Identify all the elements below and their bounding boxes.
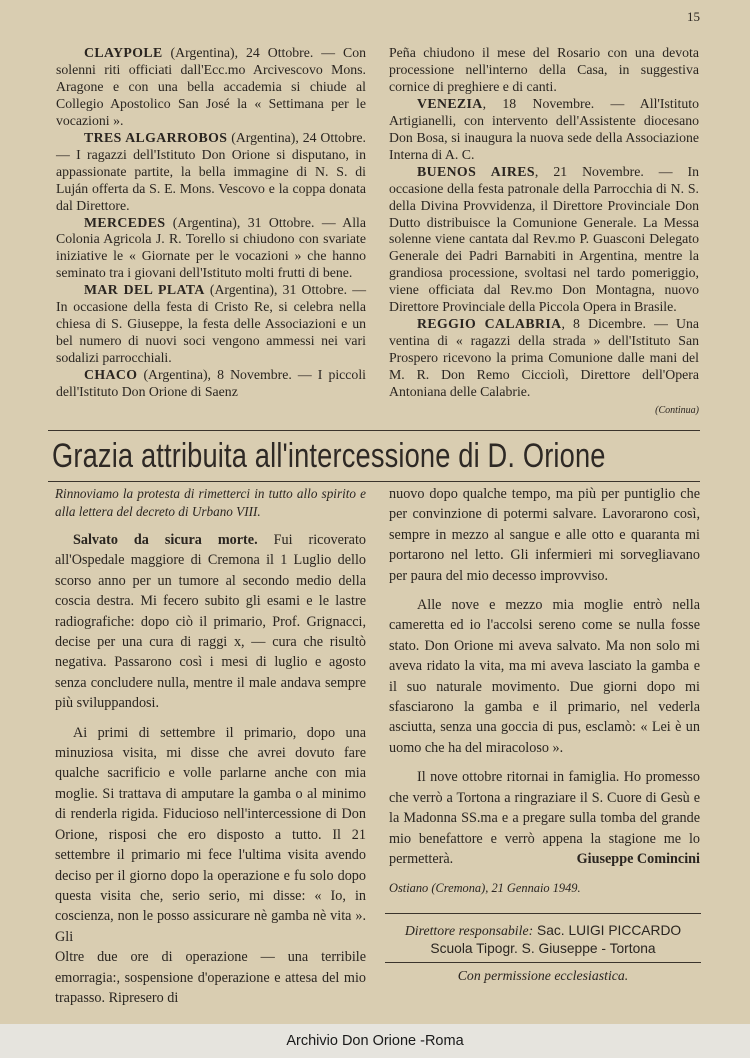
- article-text: Il nove ottobre ritornai in famiglia. Ho promesso che verrò a Tortona a ringraziare il S. Cuore di Gesù e la Madonna SS.ma e a pregare sulla tomba del grande mio benefattore e verrò appena la stagione me lo permetterà.: [389, 769, 700, 867]
- divider-rule-top: [48, 430, 700, 431]
- news-item: [56, 45, 366, 130]
- news-place: TRES ALGARROBOS: [84, 129, 228, 145]
- article-paragraph: [389, 767, 700, 869]
- news-text: , 8 Dicembre. — Una ventina di « ragazzi della strada » dell'Istituto San Prospero ricevono la prima Comunione dalle mani del M. R. Don Remo Cicciolì, Direttore dell'Opera Antoniana delle Calabrie.: [389, 316, 699, 400]
- article-text: Fui ricoverato all'Ospedale maggiore di Cremona il 1 Luglio dello scorso anno per un tumore al secondo medio della coscia destra. Mi fecero subito gli esami e le lastre radiografiche: dopo ciò il primario, Prof. Grignacci, decise per una cura di raggi x, — cura che risultò negativa. Passarono così i mesi di luglio e agosto senza concludere nulla, mentre il male andava sempre più sviluppandosi.: [55, 532, 366, 712]
- news-item: [389, 164, 699, 317]
- news-item: [56, 282, 366, 367]
- news-text: (Argentina), 24 Ottobre. — Con solenni riti officiati dall'Ecc.mo Arcivescovo Mons. Aragone e con una bella accademia si chiude al Collegio Apostolico San José la « Settimana per le vocazioni ».: [56, 45, 366, 128]
- news-item: [56, 130, 366, 215]
- article-dateline: Ostiano (Cremona), 21 Gennaio 1949.: [389, 881, 581, 896]
- news-place: BUENOS AIRES: [417, 163, 535, 179]
- article-intro: Rinnoviamo la protesta di rimetterci in tutto allo spirito e alla lettera del decreto di Urbano VIII.: [55, 486, 366, 519]
- news-item: [389, 96, 699, 164]
- news-place: VENEZIA: [417, 95, 483, 111]
- article-lead: Salvato da sicura morte.: [73, 532, 258, 548]
- continua-line: [389, 401, 699, 420]
- news-place: CLAYPOLE: [84, 45, 163, 60]
- director-line: [385, 922, 701, 940]
- news-item: [389, 316, 699, 401]
- archive-footer: Archivio Don Orione -Roma: [0, 1024, 750, 1058]
- article-paragraph: Oltre due ore di operazione — una terribile emorragia:, sospensione d'operazione e attesa del mio trapasso. Ripresero di: [55, 949, 366, 1006]
- news-text: , 18 Novembre. — All'Istituto Artigianelli, con intervento dell'Assistente diocesano Don Bosa, si inaugura la nuova sede della Associazione Interna di A. C.: [389, 95, 699, 162]
- continua-note: (Continua): [655, 405, 699, 417]
- news-item: [56, 215, 366, 283]
- news-text: (Argentina), 24 Ottobre. — I ragazzi dell'Istituto Don Orione si disputano, in appassionate partite, la bella immagine di N. S. di Luján offerta da S. E. Mons. Vescovo e la coppa donata dal Direttore.: [56, 129, 367, 213]
- article-paragraph: Alle nove e mezzo mia moglie entrò nella cameretta ed io l'accolsi sereno come se nulla fosse stato. Don Orione mi aveva salvato. Ma non solo mi aveva ridato la vita, ma mi aveva lasciato la gamba e il suo naturale movimento. Due giorni dopo mi sfasciarono la gamba e il primario, nel vederla asciutta, senza una goccia di pus, esclamò: « Lei è un uomo che ha del miracoloso ».: [389, 597, 700, 756]
- page-number: 15: [687, 9, 700, 24]
- news-place: MERCEDES: [84, 214, 166, 230]
- news-text: (Argentina), 31 Ottobre. — Alla Colonia Agricola J. R. Torello si chiudono con svariate iniziative le « Giornate per le vocazioni » che hanno seminato tra i giovani dell'Istituto molti frutti di bene.: [56, 214, 366, 281]
- news-text: (Argentina), 31 Ottobre. — In occasione della festa di Cristo Re, si celebra nella chiesa di S. Giuseppe, la festa delle Associazioni e un bel numero di nuovi soci vengono ammessi nei vari sodalizi parrocchiali.: [56, 282, 366, 366]
- article-signature: Giuseppe Comincini: [576, 850, 700, 867]
- credit-rule: [385, 913, 701, 914]
- news-place: REGGIO CALABRIA: [417, 316, 562, 332]
- article-paragraph: nuovo dopo qualche tempo, ma più per puntiglio che per convinzione di potermi salvare. Lavorarono così, sempre in mezzo al sangue e alle otto e quaranta mi portarono nel letto. Gli infermieri mi sorvegliavano per paura del mio decesso improvviso.: [389, 486, 700, 584]
- news-place: MAR DEL PLATA: [84, 282, 205, 298]
- article-column-left: [55, 485, 366, 1008]
- divider-rule-bottom: [48, 481, 700, 482]
- news-column-left: [56, 45, 366, 401]
- printer-line: Scuola Tipogr. S. Giuseppe - Tortona: [430, 941, 656, 956]
- news-item: [56, 367, 366, 401]
- news-column-right: [389, 45, 699, 420]
- news-text: , 21 Novembre. — In occasione della festa patronale della Parrocchia di N. S. della Divina Provvidenza, il Direttore Provinciale Don Dutto distribuisce la Comunione Generale. La Messa solenne viene cantata dal Rev.mo P. Guasconi Delegato Generale dei Padri Barnabiti in Argentina, mentre la grandiosa processione, svoltasi nel tardo pomeriggio, viene officiata dal Rev.mo Don Montagna, nuovo Direttore Provinciale della Piccola Opera in Brasile.: [389, 163, 699, 315]
- director-name: Sac. LUIGI PICCARDO: [537, 923, 682, 938]
- news-text: (Argentina), 8 Novembre. — I piccoli dell'Istituto Don Orione di Saenz: [56, 367, 366, 400]
- article-paragraph: Ai primi di settembre il primario, dopo una minuziosa visita, mi disse che avrei dovuto fare qualche sacrificio e volle parlarne anche con mia moglie. Si trattava di amputare la gamba o al minimo di renderla rigida. Fiducioso nell'intercessione di Don Orione, risposi che ero disposto a tutto. Il 21 settembre il primario mi fece l'ultima visita avendo deciso per il giorno dopo la operazione e fu solo dopo questa visita che, serio serio, mi disse: « Io, in coscienza, non le posso assicurare nè gamba nè vita ». Gli: [55, 724, 366, 945]
- credit-rule: [385, 962, 701, 963]
- article-paragraph: [55, 530, 366, 714]
- permission-line: Con permissione ecclesiastica.: [457, 968, 629, 983]
- news-continuation: Peña chiudono il mese del Rosario con una devota processione nell'interno della Casa, in suggestiva cornice di preghiere e di canti.: [389, 45, 699, 94]
- article-title: Grazia attribuita all'intercessione di D. Orione: [52, 437, 606, 475]
- director-label: Direttore responsabile:: [404, 923, 534, 938]
- article-column-right: [389, 484, 700, 899]
- news-place: CHACO: [84, 367, 138, 383]
